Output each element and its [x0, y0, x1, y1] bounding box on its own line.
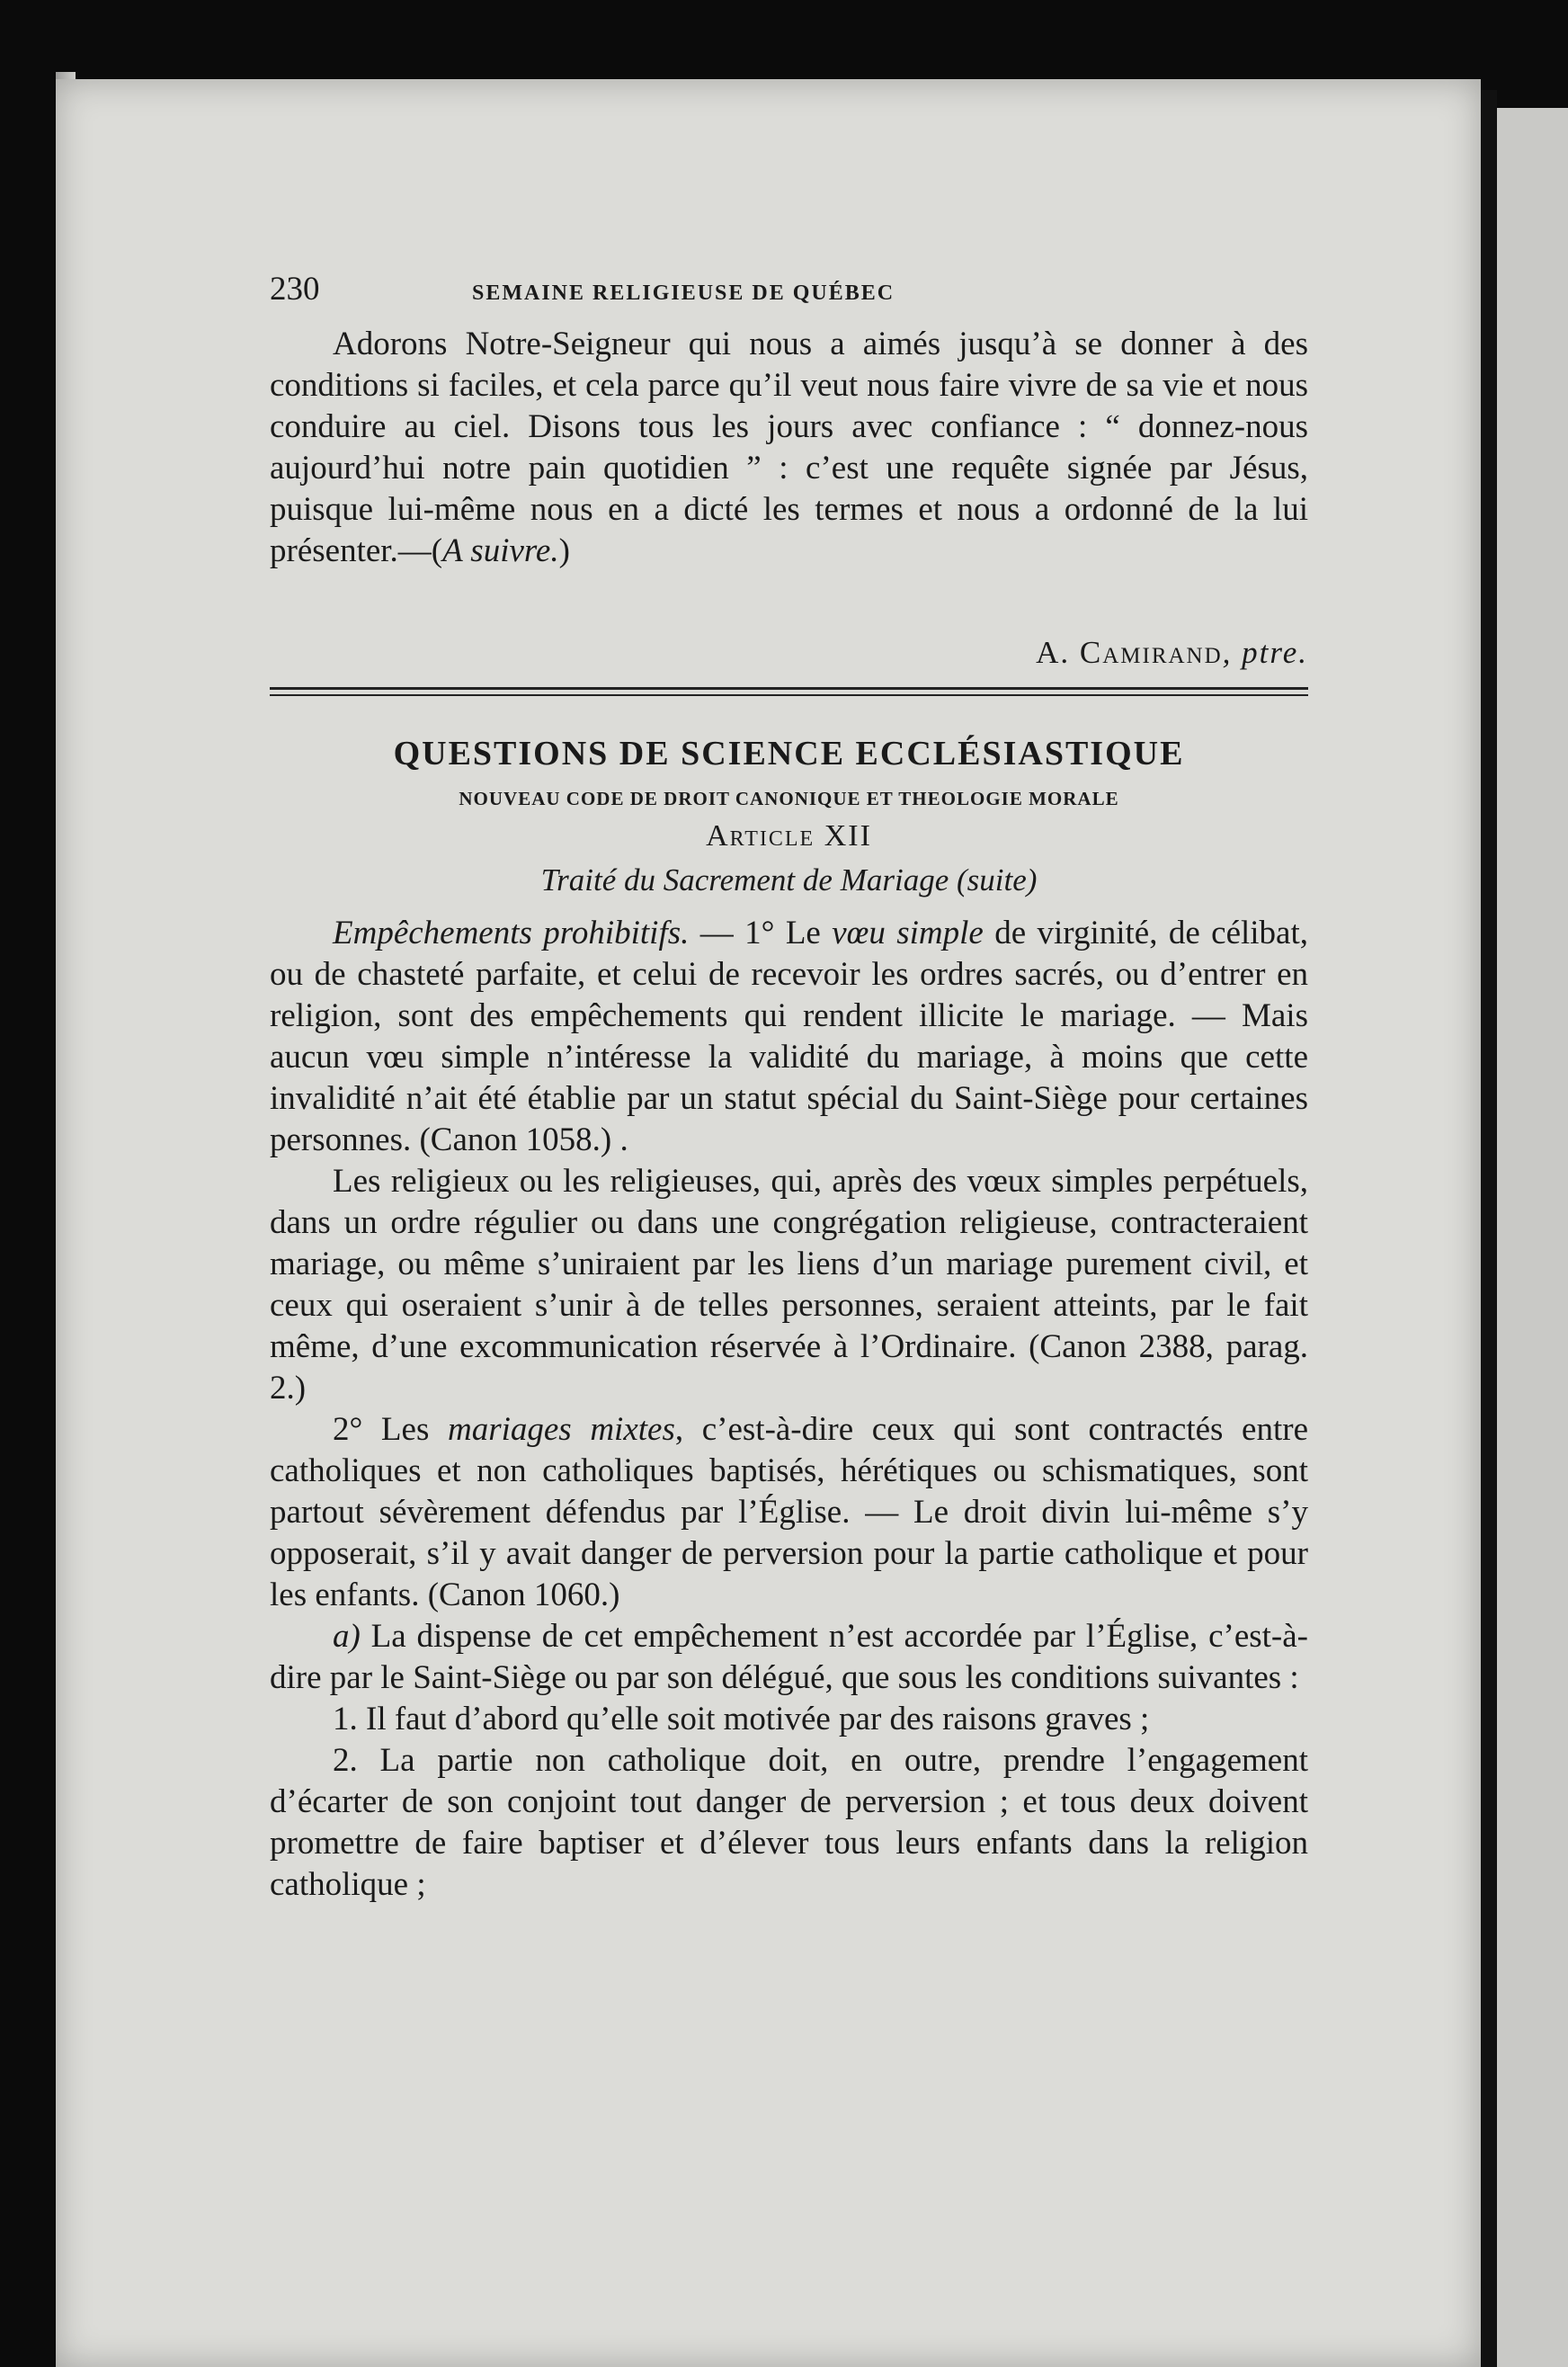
journal-title: SEMAINE RELIGIEUSE DE QUÉBEC [472, 281, 895, 305]
paragraph-prohibitive-impediments: Empêchements prohibitifs. — 1° Le vœu simple de virginité, de célibat, ou de chasteté parfaite, et celui de recevoir les ordres sacrés, ou d’entrer en religion, sont des empêchements qui rendent illicite le mariage. — Mais aucun vœu simple n’intéresse la validité du mariage, à moins que cette invalidité n’ait été établie par un statut spécial du Saint-Siège pour certaines personnes. (Canon 1058.) . [270, 915, 1309, 1158]
article-heading: Article XII [706, 819, 872, 853]
paragraph-mixed-marriages: 2° Les mariages mixtes, c’est-à-dire ceux qui sont contractés entre catholiques et non catholiques baptisés, hérétiques ou schismatiques, sont partout sévèrement défendus par l’Église. — Le droit divin lui-même s’y opposerait, s’il y avait danger de perversion pour la partie catholique et pour les enfants. (Canon 1060.) [270, 1411, 1308, 1613]
closing-paragraph: Adorons Notre-Seigneur qui nous a aimés jusqu’à se donner à des conditions si faciles, et cela parce qu’il veut nous faire vivre de sa vie et nous conduire au ciel. Disons tous les jours avec confiance : “ donnez-nous aujourd’hui notre pain quotidien ” : c’est une requête signée par Jésus, puisque lui-même nous en a dicté les termes et nous a ordonné de la lui présenter.—(A suivre.) [270, 326, 1308, 569]
page-content [270, 270, 1308, 1906]
running-head [270, 270, 1308, 324]
section-subtitle: NOUVEAU CODE DE DROIT CANONIQUE ET THEOLOGIE MORALE [459, 788, 1119, 809]
page-number: 230 [270, 271, 320, 308]
section-divider [270, 687, 1308, 696]
facing-page-edge [1497, 108, 1568, 2367]
author-signature: A. Camirand, ptre. [1036, 635, 1308, 670]
list-item: 1. Il faut d’abord qu’elle soit motivée par des raisons graves ; [333, 1701, 1150, 1737]
binding-gap [1481, 90, 1497, 2367]
treatise-title: Traité du Sacrement de Mariage (suite) [540, 862, 1038, 898]
section-title: QUESTIONS DE SCIENCE ECCLÉSIASTIQUE [393, 735, 1185, 773]
paragraph-dispensation: a) La dispense de cet empêchement n’est accordée par l’Église, c’est-à-dire par le Saint-Siège ou par son délégué, que sous les conditions suivantes : [270, 1618, 1308, 1696]
list-item: 2. La partie non catholique doit, en outre, prendre l’engagement d’écarter de son conjoint tout danger de perversion ; et tous deux doivent promettre de faire baptiser et d’élever tous leurs enfants dans la religion catholique ; [270, 1742, 1308, 1903]
paragraph-religious: Les religieux ou les religieuses, qui, après des vœux simples perpétuels, dans un ordre régulier ou dans une congrégation religieuse, contracteraient mariage, ou même s’uniraient par les liens d’un mariage purement civil, et ceux qui oseraient s’unir à de telles personnes, seraient atteints, par le fait même, d’une excommunication réservée à l’Ordinaire. (Canon 2388, parag. 2.) [270, 1163, 1308, 1407]
